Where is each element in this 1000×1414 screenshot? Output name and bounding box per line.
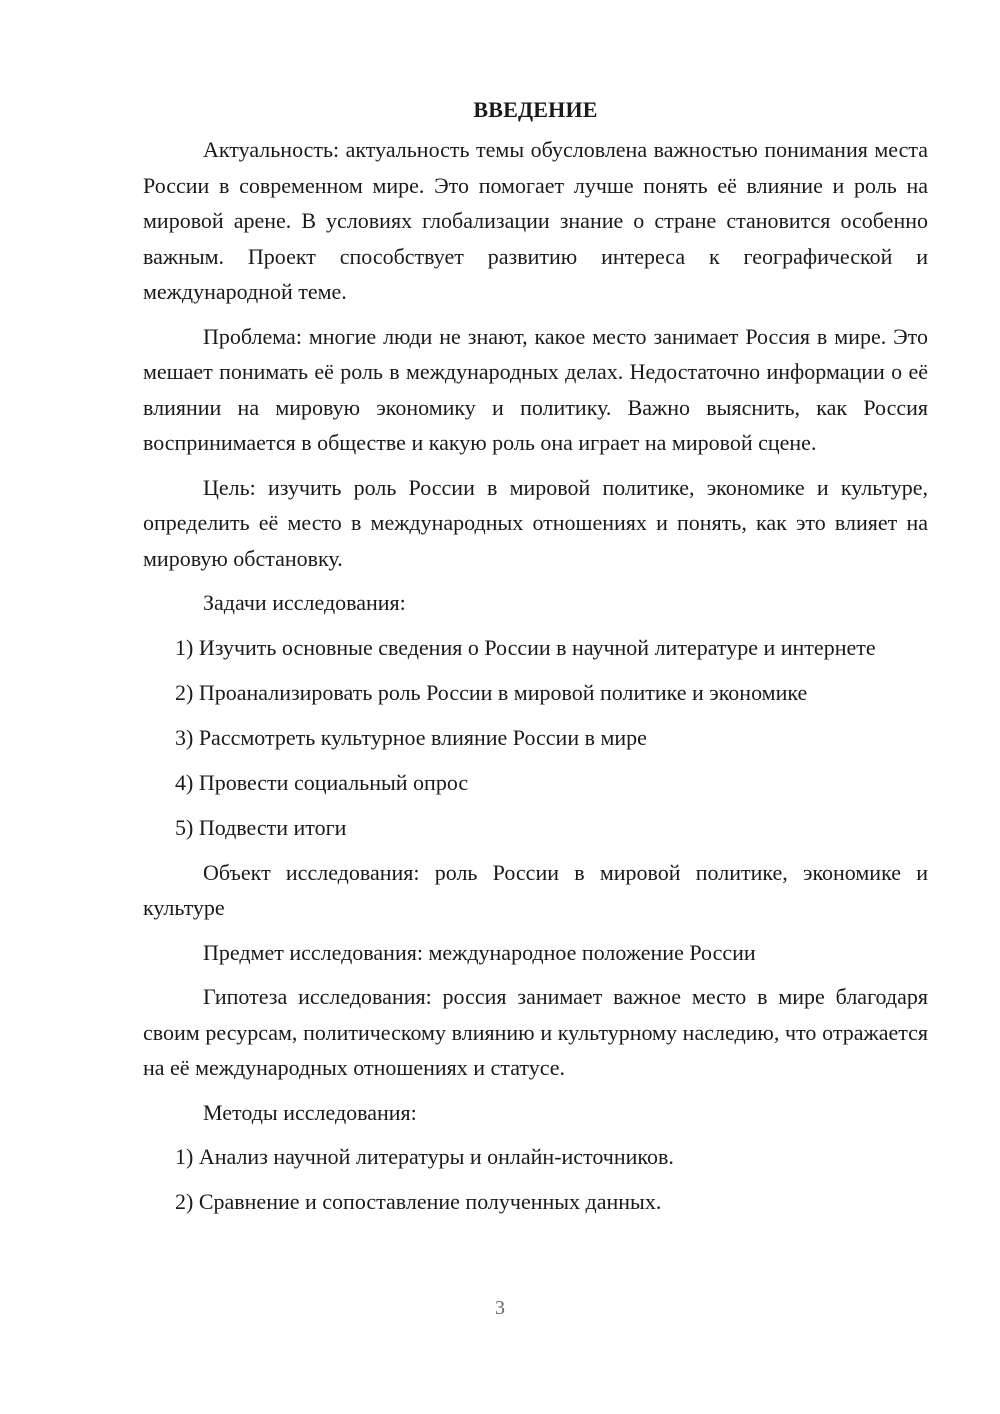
- page-number: 3: [495, 1297, 505, 1319]
- section-title: ВВЕДЕНИЕ: [473, 97, 598, 122]
- methods-heading: Методы исследования:: [203, 1099, 417, 1125]
- subject-paragraph: Предмет исследования: международное положение России: [203, 939, 756, 965]
- hypothesis-paragraph: Гипотеза исследования: россия занимает важное место в мире благодаря своим ресурсам, политическому влиянию и культурному наследию, что отражается на её международных отношениях и статусе.: [143, 984, 928, 1080]
- object-paragraph: Объект исследования: роль России в мировой политике, экономике и культуре: [143, 859, 928, 920]
- task-item: 2) Проанализировать роль России в мировой политике и экономике: [175, 679, 808, 705]
- document-page: [143, 92, 928, 1229]
- method-item: 2) Сравнение и сопоставление полученных данных.: [175, 1189, 662, 1214]
- task-item: 4) Провести социальный опрос: [175, 769, 469, 795]
- task-item: 3) Рассмотреть культурное влияние России в мире: [175, 724, 647, 750]
- goal-paragraph: Цель: изучить роль России в мировой политике, экономике и культуре, определить её место в международных отношениях и понять, как это влияет на мировую обстановку.: [143, 474, 928, 571]
- task-item: 1) Изучить основные сведения о России в научной литературе и интернете: [175, 634, 876, 660]
- problem-paragraph: Проблема: многие люди не знают, какое место занимает Россия в мире. Это мешает понимать её роль в международных делах. Недостаточно информации о её влиянии на мировую экономику и политику. Важно выяснить, как Россия воспринимается в обществе и какую роль она играет на мировой сцене.: [143, 323, 928, 455]
- task-item: 5) Подвести итоги: [175, 814, 347, 840]
- tasks-heading: Задачи исследования:: [203, 590, 406, 615]
- method-item: 1) Анализ научной литературы и онлайн-источников.: [175, 1144, 674, 1169]
- relevance-paragraph: Актуальность: актуальность темы обусловлена важностью понимания места России в современном мире. Это помогает лучше понять её влияние и роль на мировой арене. В условиях глобализации знание о стране становится особенно важным. Проект способствует развитию интереса к географической и международной теме.: [143, 137, 928, 304]
